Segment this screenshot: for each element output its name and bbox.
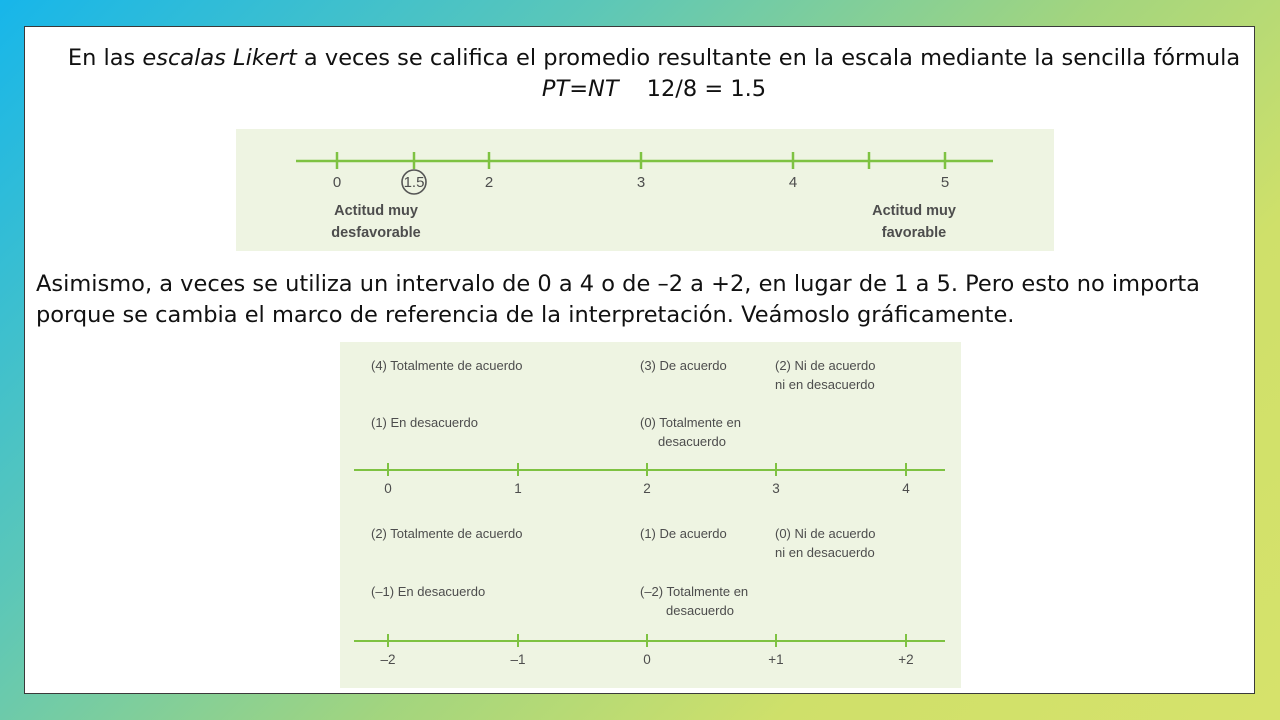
s2-label-d: (1) En desacuerdo <box>371 415 478 430</box>
slide <box>24 26 1255 694</box>
right-label-line2: favorable <box>881 225 947 241</box>
likert-scale-figure <box>236 129 1054 251</box>
slide-title <box>39 43 1255 105</box>
title-text-post: a veces se califica el promedio resultante en la escala mediante la sencilla fórmula <box>296 45 1241 71</box>
s2-label-a: (4) Totalmente de acuerdo <box>371 358 523 373</box>
tick-label-3: 3 <box>636 174 646 191</box>
tick-label-4: 4 <box>788 174 798 191</box>
s2-tick-label-3: 3 <box>772 481 780 496</box>
likert-scale-svg <box>236 129 1054 251</box>
s2-label-e1: (0) Totalmente en <box>640 415 741 430</box>
s2-tick-label-1: 1 <box>514 481 522 496</box>
s2-label-b: (3) De acuerdo <box>640 358 727 373</box>
s2-label-c2: ni en desacuerdo <box>775 377 875 392</box>
s3-tick-label-p1: +1 <box>768 652 784 667</box>
s2-tick-label-2: 2 <box>643 481 651 496</box>
s3-label-d: (–1) En desacuerdo <box>371 584 486 599</box>
left-label-line2: desfavorable <box>331 225 421 241</box>
formula-calc: 12/8 = 1.5 <box>646 76 767 102</box>
s3-label-a: (2) Totalmente de acuerdo <box>371 526 523 541</box>
s2-tick-label-0: 0 <box>384 481 392 496</box>
alt-scales-svg <box>340 342 961 688</box>
body-paragraph: Asimismo, a veces se utiliza un intervalo de 0 a 4 o de –2 a +2, en lugar de 1 a 5. Pero esto no importa porque se cambia el marco de referencia de la interpretación. Veámoslo gráficamente. <box>36 271 1200 328</box>
formula: PT=NT <box>541 76 619 102</box>
s3-label-e1: (–2) Totalmente en <box>640 584 749 599</box>
tick-label-0: 0 <box>332 174 342 191</box>
title-line2 <box>39 74 1255 105</box>
s3-label-b: (1) De acuerdo <box>640 526 727 541</box>
tick-label-1-5: 1.5 <box>403 174 425 191</box>
tick-label-2: 2 <box>484 174 494 191</box>
title-text-pre: En las <box>67 45 143 71</box>
s2-label-e2: desacuerdo <box>658 434 726 449</box>
s3-tick-label-p2: +2 <box>898 652 914 667</box>
s2-tick-label-4: 4 <box>902 481 910 496</box>
s3-label-e2: desacuerdo <box>666 603 734 618</box>
right-label-line1: Actitud muy <box>872 203 956 219</box>
alt-scales-figure <box>340 342 961 688</box>
s3-tick-label-m2: –2 <box>380 652 396 667</box>
s3-label-c2: ni en desacuerdo <box>775 545 875 560</box>
left-label-line1: Actitud muy <box>334 203 418 219</box>
title-emphasis: escalas Likert <box>142 45 297 71</box>
s3-tick-label-0: 0 <box>643 652 651 667</box>
s2-label-c1: (2) Ni de acuerdo <box>775 358 876 373</box>
s3-tick-label-m1: –1 <box>510 652 526 667</box>
tick-label-5: 5 <box>940 174 950 191</box>
s3-label-c1: (0) Ni de acuerdo <box>775 526 876 541</box>
